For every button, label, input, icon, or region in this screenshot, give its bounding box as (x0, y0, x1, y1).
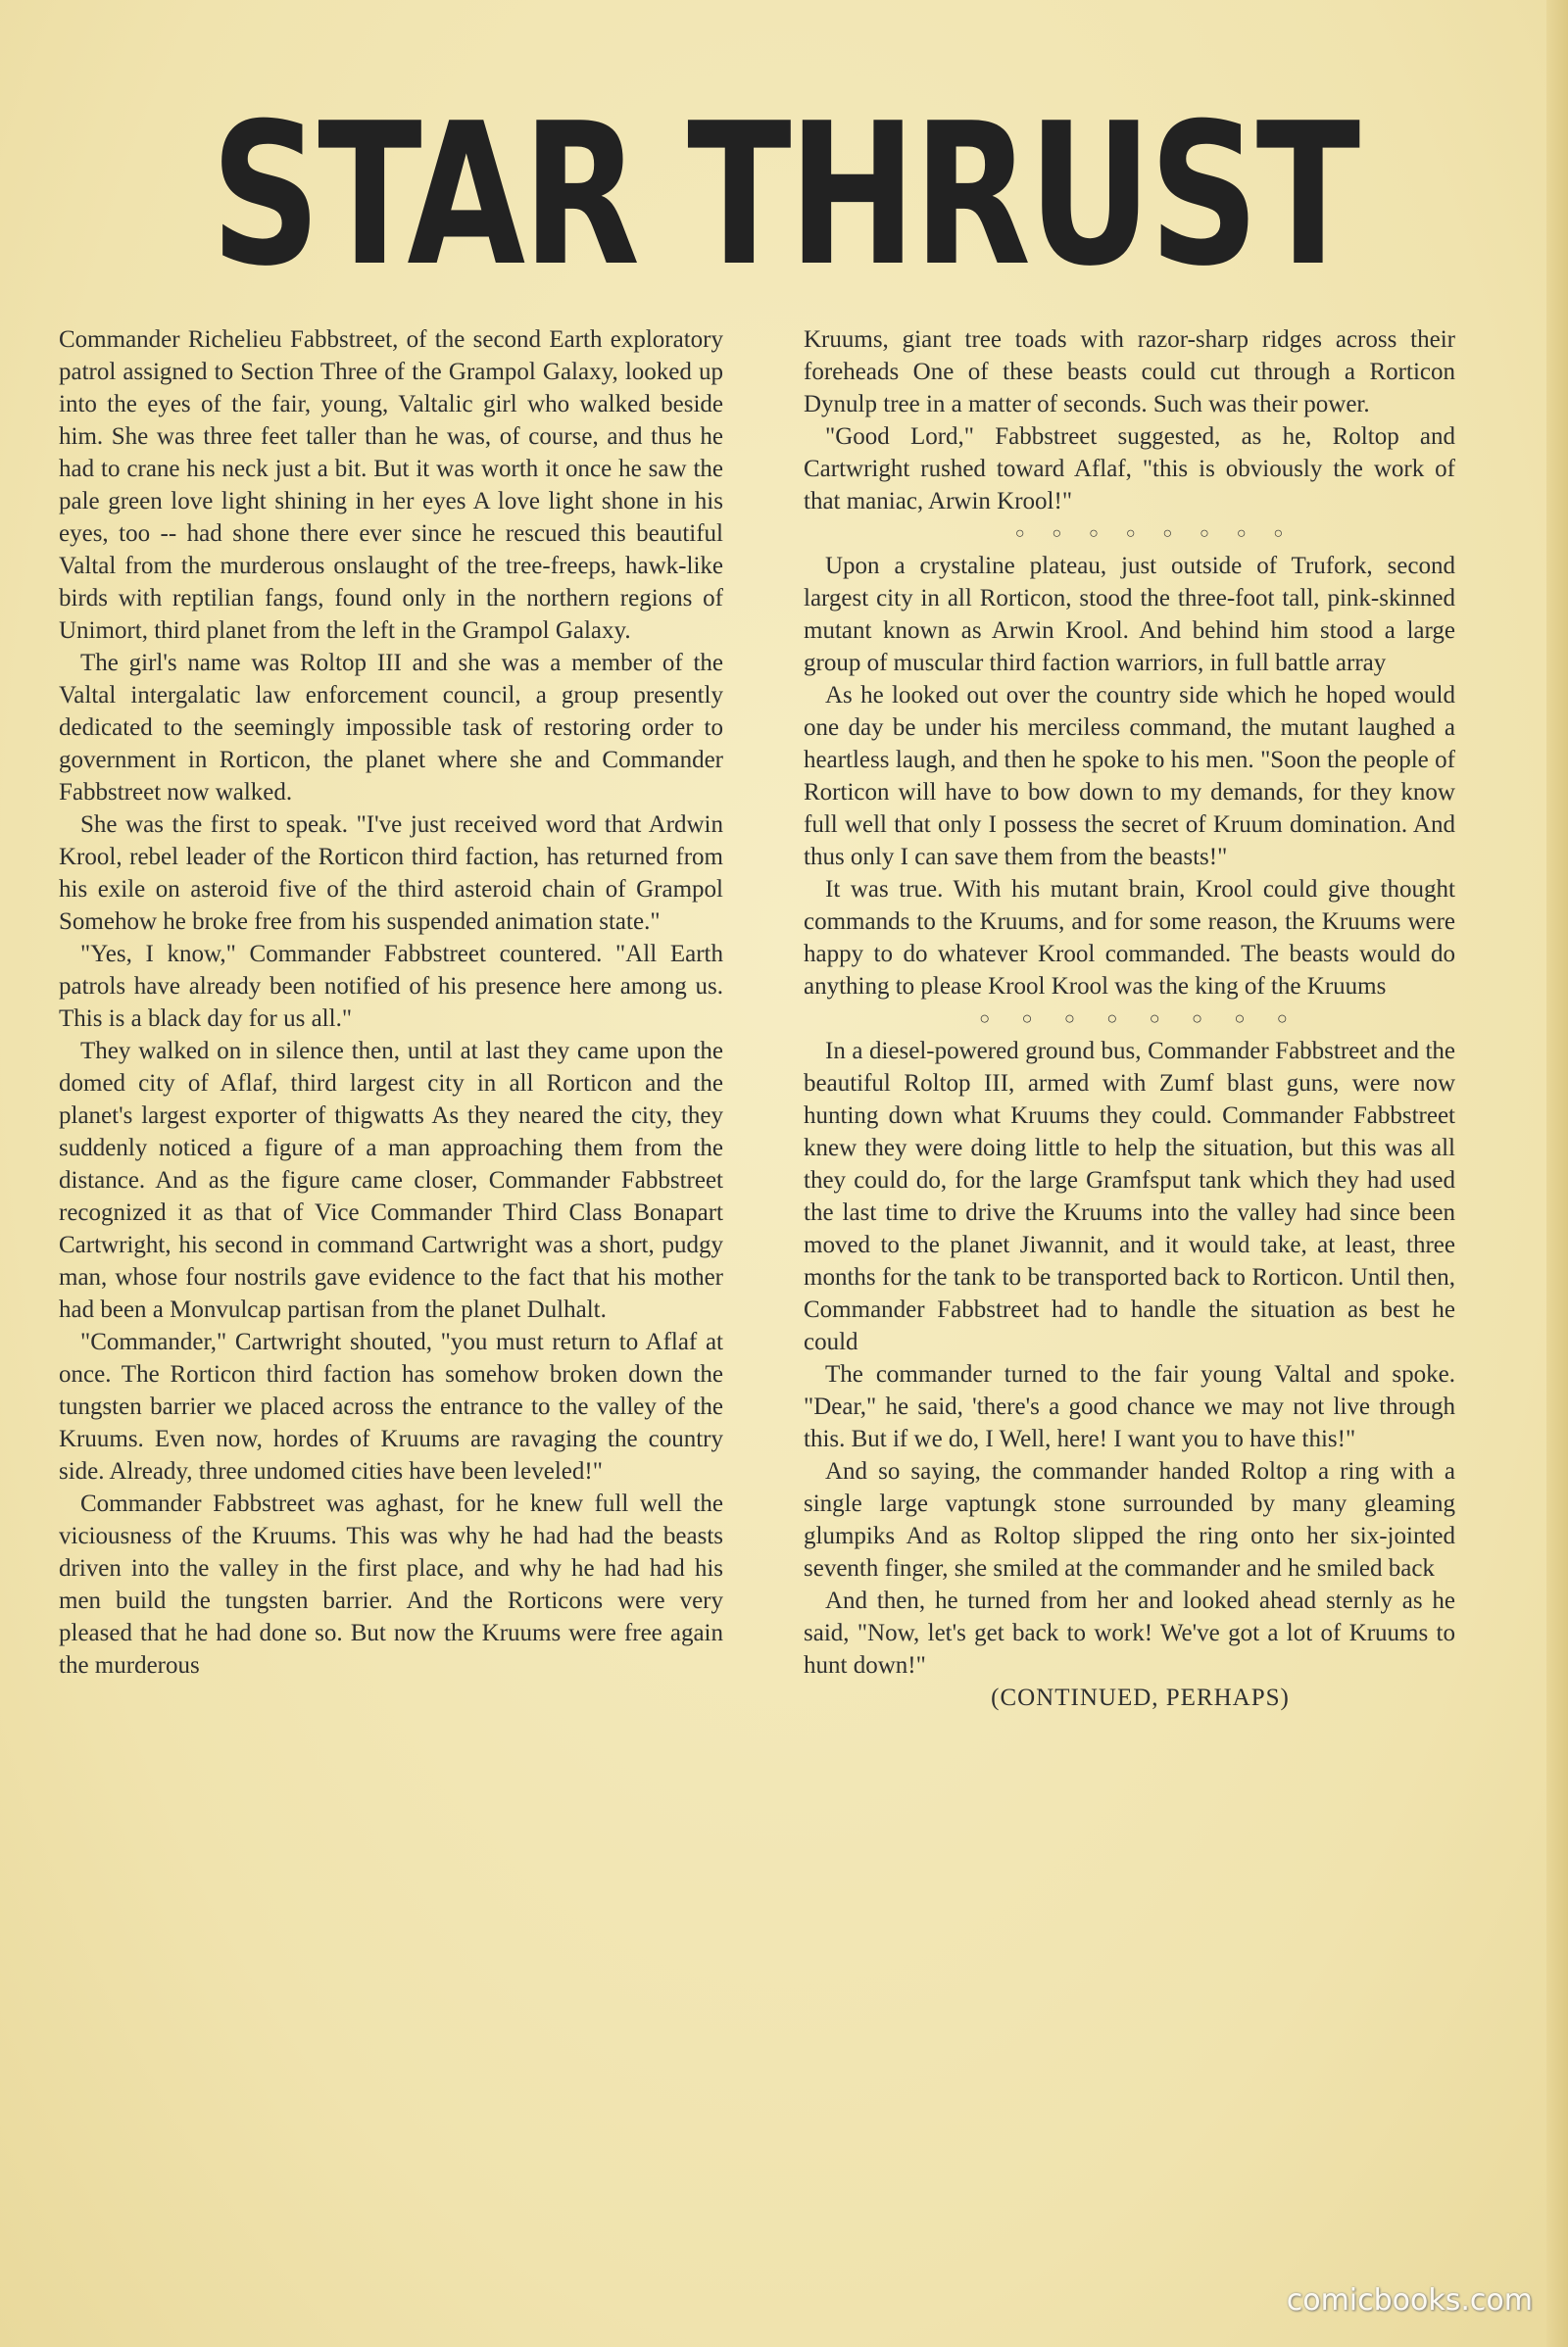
site-watermark: comicbooks.com (1286, 2283, 1533, 2318)
paragraph: "Good Lord," Fabbstreet suggested, as he, Roltop and Cartwright rushed toward Aflaf, "this is obviously the work of that maniac, Arwin Krool!" (804, 423, 1455, 514)
paragraph: Kruums, giant tree toads with razor-sharp ridges across their foreheads One of these beasts could cut through a Rorticon Dynulp tree in a matter of seconds. Such was their power. (804, 326, 1455, 417)
paragraph: "Commander," Cartwright shouted, "you must return to Aflaf at once. The Rorticon third faction has somehow broken down the tungsten barrier we placed across the entrance to the valley of the Kruums. Even now, hordes of Kruums are ravaging the country side. Already, three undomed cities have been leveled!" (59, 1329, 723, 1485)
page-gutter (1546, 0, 1568, 2347)
paragraph: It was true. With his mutant brain, Krool could give thought commands to the Kruums, and for some reason, the Kruums were happy to do whatever Krool commanded. The beasts would do anything to please Krool Krool was the king of the Kruums (804, 876, 1455, 1000)
paragraph: And so saying, the commander handed Roltop a ring with a single large vaptungk stone surrounded by many gleaming glumpiks And as Roltop slipped the ring onto her six-jointed seventh finger, she smiled at the commander and he smiled back (804, 1458, 1455, 1582)
paragraph: Commander Richelieu Fabbstreet, of the second Earth exploratory patrol assigned to Section Three of the Grampol Galaxy, looked up into the eyes of the fair, young, Valtalic girl who walked beside him. She was three feet taller than he was, of course, and thus he had to crane his neck just a bit. But it was worth it once he saw the pale green love light shining in her eyes A love light shone in his eyes, too -- had shone there ever since he rescued this beautiful Valtal from the murderous onslaught of the tree-freeps, hawk-like birds with reptilian fangs, found only in the northern regions of Unimort, third planet from the left in the Grampol Galaxy. (59, 326, 723, 644)
paragraph: "Yes, I know," Commander Fabbstreet countered. "All Earth patrols have already been notified of his presence here among us. This is a black day for us all." (59, 941, 723, 1032)
section-break-dots: ○ ○ ○ ○ ○ ○ ○ ○ (1014, 525, 1296, 542)
paragraph: And then, he turned from her and looked ahead sternly as he said, "Now, let's get back to work! We've got a lot of Kruums to hunt down!" (804, 1588, 1455, 1679)
paragraph: In a diesel-powered ground bus, Commander Fabbstreet and the beautiful Roltop III, armed with Zumf blast guns, were now hunting down what Kruums they could. Commander Fabbstreet knew they were doing little to help the situation, but this was all they could do, for the large Gramfsput tank which they had used the last time to drive the Kruums into the valley had since been moved to the planet Jiwannit, and it would take, at least, three months for the tank to be transported back to Rorticon. Until then, Commander Fabbstreet had to handle the situation as best he could (804, 1038, 1455, 1355)
paragraph: The girl's name was Roltop III and she was a member of the Valtal intergalatic law enforcement council, a group presently dedicated to the seemingly impossible task of restoring order to government in Rorticon, the planet where she and Commander Fabbstreet now walked. (59, 650, 723, 806)
left-column (59, 323, 723, 1682)
story-title: STAR THRUST (210, 81, 1358, 310)
paragraph: As he looked out over the country side which he hoped would one day be under his merciless command, the mutant laughed a heartless laugh, and then he spoke to his men. "Soon the people of Rorticon will have to bow down to my demands, for they know full well that only I possess the secret of Kruum domination. And thus only I can save them from the beasts!" (804, 682, 1455, 870)
section-break-dots: ○ ○ ○ ○ ○ ○ ○ ○ (979, 1008, 1301, 1028)
right-column (804, 323, 1455, 1714)
continued-note: (CONTINUED, PERHAPS) (991, 1685, 1290, 1711)
paragraph: They walked on in silence then, until at last they came upon the domed city of Aflaf, third largest city in all Rorticon and the planet's largest exporter of thigwatts As they neared the city, they suddenly noticed a figure of a man approaching them from the distance. And as the figure came closer, Commander Fabbstreet recognized it as that of Vice Commander Third Class Bonapart Cartwright, his second in command Cartwright was a short, pudgy man, whose four nostrils gave evidence to the fact that his mother had been a Monvulcap partisan from the planet Dulhalt. (59, 1038, 723, 1323)
paragraph: The commander turned to the fair young Valtal and spoke. "Dear," he said, 'there's a good chance we may not live through this. But if we do, I Well, here! I want you to have this!" (804, 1361, 1455, 1452)
paragraph: Commander Fabbstreet was aghast, for he knew full well the viciousness of the Kruums. This was why he had had the beasts driven into the valley in the first place, and why he had had his men build the tungsten barrier. And the Rorticons were very pleased that he had done so. But now the Kruums were free again the murderous (59, 1491, 723, 1679)
paragraph: She was the first to speak. "I've just received word that Ardwin Krool, rebel leader of the Rorticon third faction, has returned from his exile on asteroid five of the third asteroid chain of Grampol Somehow he broke free from his suspended animation state." (59, 811, 723, 935)
paragraph: Upon a crystaline plateau, just outside of Trufork, second largest city in all Rorticon, stood the three-foot tall, pink-skinned mutant known as Arwin Krool. And behind him stood a large group of muscular third faction warriors, in full battle array (804, 553, 1455, 676)
